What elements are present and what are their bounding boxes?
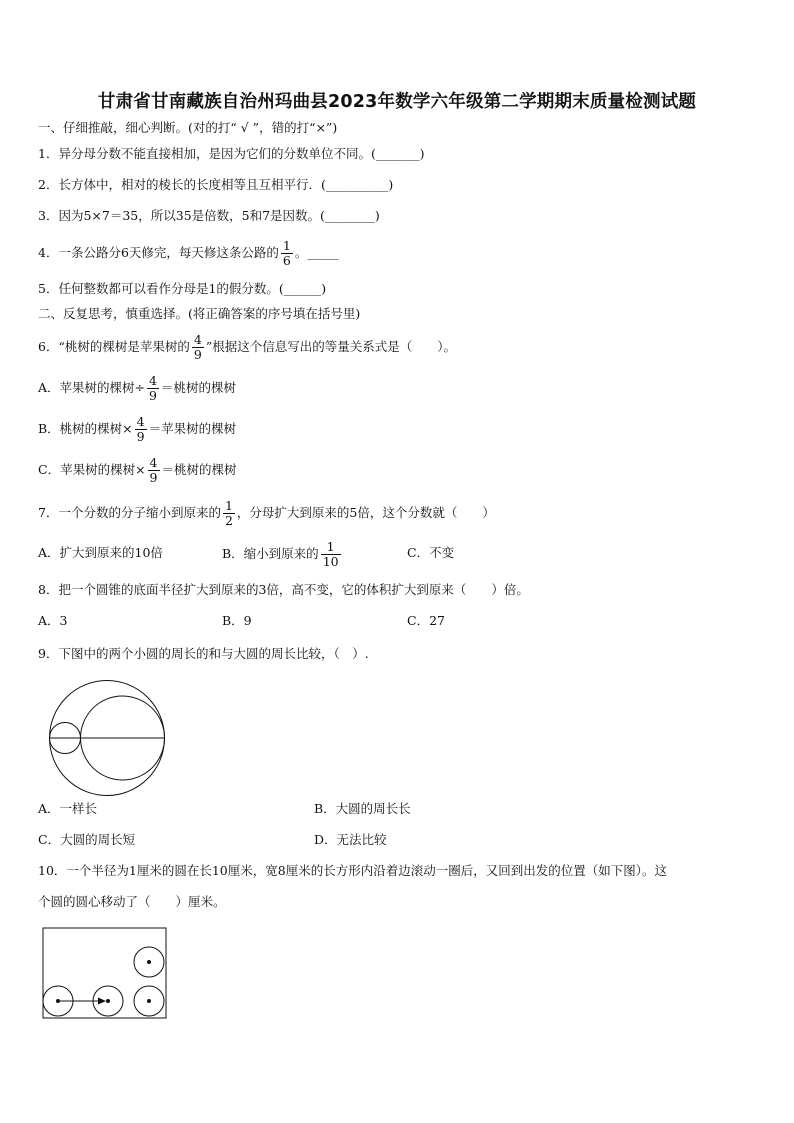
fraction: [192, 333, 204, 362]
fraction-denominator: 10: [322, 554, 339, 569]
circle-center-dot: [106, 999, 110, 1003]
question-4-text: 4．一条公路分6天修完，每天修这条公路的: [38, 245, 279, 260]
question-7: [38, 496, 495, 530]
option-6c: [38, 453, 237, 487]
question-1: 1．异分母分数不能直接相加，是因为它们的分数单位不同。(_______): [38, 146, 425, 161]
circle-center-dot: [147, 999, 151, 1003]
option-7b: [222, 537, 343, 571]
option-8a: A．3: [38, 613, 68, 628]
fraction-numerator: 1: [224, 498, 233, 513]
question-8: 8．把一个圆锥的底面半径扩大到原来的3倍，高不变，它的体积扩大到原来（ ）倍。: [38, 582, 529, 597]
question-4: [38, 236, 339, 270]
option-tail: ＝苹果树的棵树: [148, 421, 237, 436]
fraction: [147, 374, 159, 403]
question-9: 9．下图中的两个小圆的周长的和与大圆的周长比较，（ ）.: [38, 646, 369, 661]
fraction-numerator: 1: [321, 540, 341, 555]
option-tail: ＝桃树的棵树: [161, 462, 237, 477]
option-8b: B．9: [222, 613, 252, 628]
rectangle-frame: [43, 928, 166, 1018]
fraction-denominator: 2: [224, 513, 233, 528]
option-9c: C．大圆的周长短: [38, 832, 136, 847]
option-8c: C．27: [407, 613, 445, 628]
page-title: 甘肃省甘南藏族自治州玛曲县2023年数学六年级第二学期期末质量检测试题: [97, 92, 697, 112]
option-text: B．桃树的棵树×: [38, 421, 133, 436]
question-6-tail: ”根据这个信息写出的等量关系式是（ ）。: [205, 339, 456, 354]
fraction-denominator: 9: [136, 429, 145, 444]
question-4-tail: 。_____: [294, 245, 339, 260]
section-heading-choice: 二、反复思考，慎重选择。(将正确答案的序号填在括号里): [38, 306, 361, 321]
question-3: 3．因为5×7＝35，所以35是倍数，5和7是因数。(________): [38, 208, 380, 223]
fraction-numerator: 4: [193, 332, 202, 347]
fraction: [223, 499, 235, 528]
option-6a: [38, 371, 236, 405]
fraction: [148, 456, 160, 485]
option-9d: D．无法比较: [314, 832, 387, 847]
fraction: [281, 239, 293, 268]
fraction: [135, 415, 147, 444]
question-6-text: 6．“桃树的棵树是苹果树的: [38, 339, 190, 354]
question-10-line-1: 10．一个半径为1厘米的圆在长10厘米，宽8厘米的长方形内沿着边滚动一圈后，又回到出发的位置（如下图）。这: [38, 863, 667, 878]
fraction-denominator: 9: [149, 470, 158, 485]
fraction-numerator: 1: [282, 238, 291, 253]
question-6: [38, 330, 456, 364]
option-tail: ＝桃树的棵树: [160, 380, 236, 395]
option-7a: A．扩大到原来的10倍: [38, 545, 163, 560]
option-9a: A．一样长: [38, 801, 98, 816]
question-7-tail: ，分母扩大到原来的5倍，这个分数就（ ）: [236, 505, 495, 520]
fraction-numerator: 4: [136, 414, 145, 429]
rolling-circle-figure: [40, 925, 170, 1023]
movement-arrow-head: [98, 998, 106, 1005]
option-text: C．苹果树的棵树×: [38, 462, 146, 477]
option-7c: C．不变: [407, 545, 455, 560]
question-10-line-2: 个圆的圆心移动了（ ）厘米。: [38, 894, 226, 909]
option-6b: [38, 412, 236, 446]
circles-figure: [44, 680, 170, 798]
question-2: 2．长方体中，相对的棱长的长度相等且互相平行．(__________): [38, 177, 394, 192]
option-text: B．缩小到原来的: [222, 546, 319, 561]
fraction-numerator: 4: [149, 373, 157, 388]
option-text: A．苹果树的棵树÷: [38, 380, 146, 395]
fraction-numerator: 4: [149, 455, 158, 470]
fraction: [321, 540, 341, 569]
option-9b: B．大圆的周长长: [314, 801, 411, 816]
section-heading-judgement: 一、仔细推敲，细心判断。(对的打“ √ ”，错的打“×”): [38, 120, 338, 135]
circle-center-dot: [147, 960, 151, 964]
circle-center-dot: [56, 999, 60, 1003]
question-5: 5．任何整数都可以看作分母是1的假分数。(______): [38, 281, 327, 296]
fraction-denominator: 9: [149, 388, 157, 403]
fraction-denominator: 6: [282, 253, 291, 268]
fraction-denominator: 9: [193, 347, 202, 362]
question-7-text: 7．一个分数的分子缩小到原来的: [38, 505, 221, 520]
